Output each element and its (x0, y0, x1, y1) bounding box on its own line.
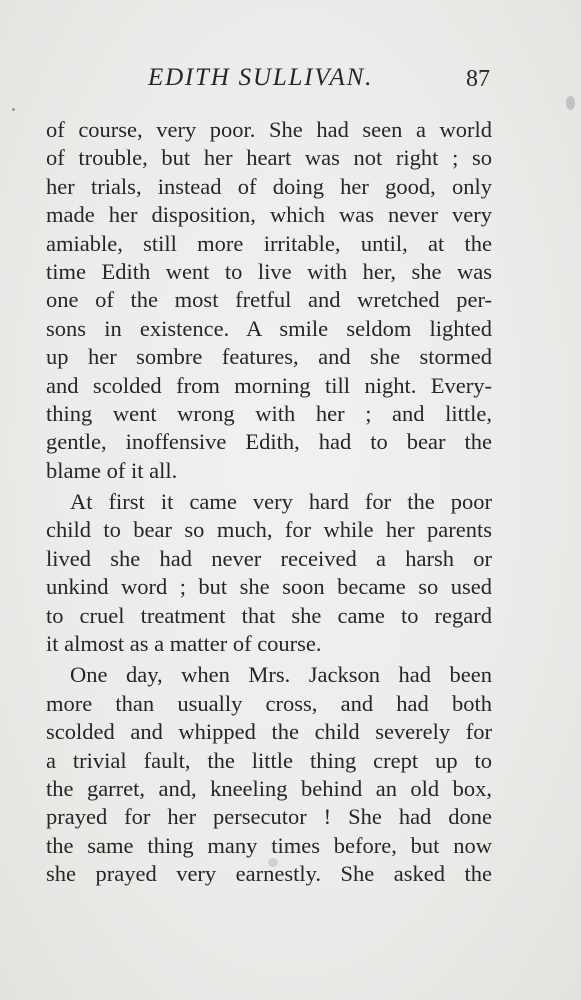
text-line: made her disposition, which was never very (46, 202, 492, 228)
paper-speck (566, 96, 575, 110)
text-line: one of the most fretful and wretched per- (46, 287, 492, 313)
page-number: 87 (466, 66, 490, 92)
text-line: At first it came very hard for the poor (70, 489, 492, 515)
text-line: more than usually cross, and had both (46, 690, 492, 716)
text-line: it almost as a matter of course. (46, 631, 322, 657)
text-line: of course, very poor. She had seen a world (46, 117, 492, 142)
text-line: a trivial fault, the little thing crept up to (46, 747, 492, 773)
text-line: she prayed very earnestly. She asked the (46, 861, 492, 887)
paper-speck (12, 108, 15, 111)
text-line: sons in existence. A smile seldom lighted (46, 315, 492, 341)
text-line: thing went wrong with her ; and little, (46, 400, 492, 426)
text-line: unkind word ; but she soon became so used (46, 574, 492, 600)
text-line: to cruel treatment that she came to regard (46, 602, 492, 628)
text-line: time Edith went to live with her, she was (46, 258, 492, 284)
text-line: and scolded from morning till night. Every- (46, 372, 492, 398)
text-line: of trouble, but her heart was not right ; so (46, 145, 492, 171)
text-line: prayed for her persecutor ! She had done (46, 804, 492, 830)
text-line: gentle, inoffensive Edith, had to bear the (46, 429, 492, 455)
paragraph-1 (46, 116, 492, 485)
text-line: blame of it all. (46, 457, 178, 483)
text-line: the same thing many times before, but now (46, 832, 492, 858)
text-line: amiable, still more irritable, until, at the (46, 230, 492, 256)
paper-speck (268, 858, 278, 867)
text-line: lived she had never received a harsh or (46, 545, 492, 571)
paragraph-2 (46, 488, 492, 658)
paragraph-3 (46, 661, 492, 888)
body-text (46, 116, 492, 889)
running-title: EDITH SULLIVAN. (148, 64, 374, 91)
text-line: child to bear so much, for while her parents (46, 517, 492, 543)
text-line: scolded and whipped the child severely for (46, 719, 492, 745)
running-header (0, 60, 581, 100)
text-line: One day, when Mrs. Jackson had been (70, 662, 492, 688)
text-line: up her sombre features, and she stormed (46, 344, 492, 370)
text-line: the garret, and, kneeling behind an old box, (46, 775, 492, 801)
text-line: her trials, instead of doing her good, only (46, 173, 492, 199)
